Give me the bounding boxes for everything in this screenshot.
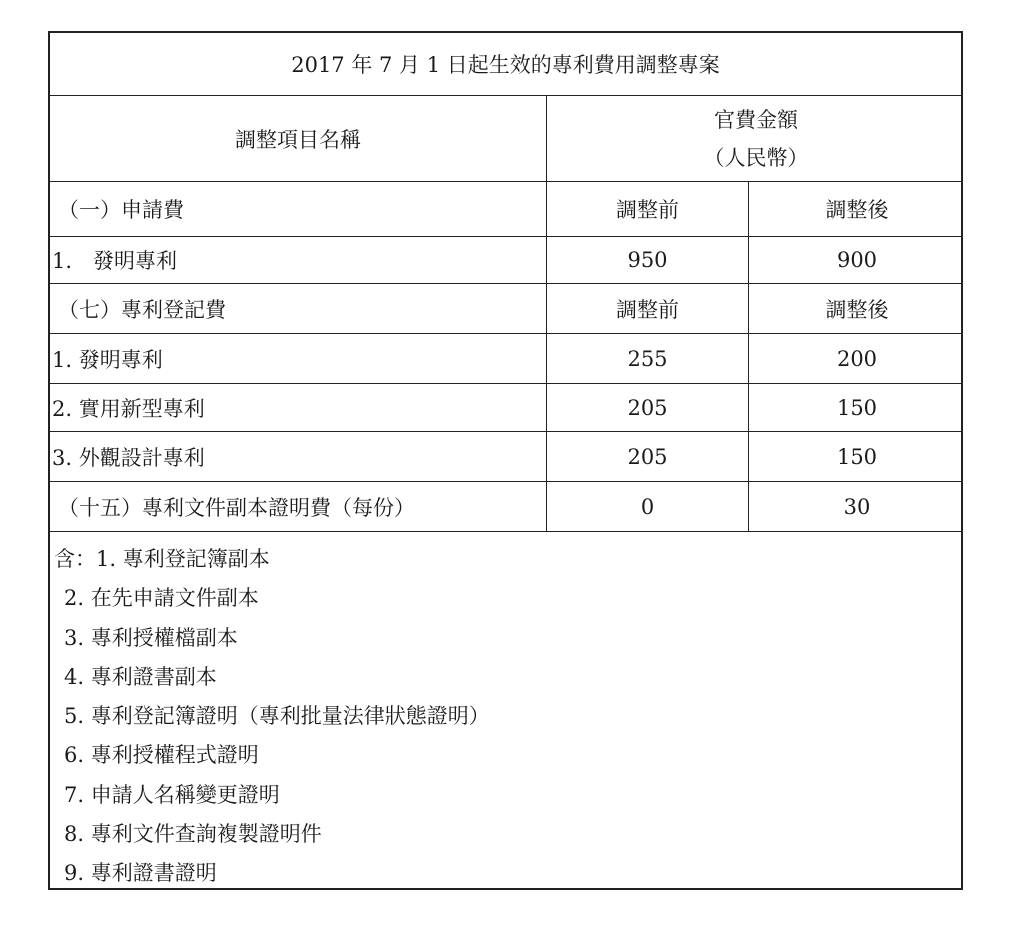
after-label: 調整後 xyxy=(748,182,965,236)
before-value: 255 xyxy=(546,334,748,383)
note-item: 5. 專利登記簿證明（專利批量法律狀態證明） xyxy=(64,704,490,729)
before-label: 調整前 xyxy=(546,182,748,236)
fee-amount-header xyxy=(546,96,965,181)
note-item: 9. 專利證書證明 xyxy=(64,861,217,886)
copy-fee-row xyxy=(50,482,961,532)
after-value: 900 xyxy=(748,237,965,283)
after-value: 150 xyxy=(748,432,965,481)
fee-amount-header-line2: （人民幣） xyxy=(703,145,809,170)
table-row xyxy=(50,334,961,384)
note-item: 2. 在先申請文件副本 xyxy=(64,586,259,611)
fee-amount-header-line1: 官費金額 xyxy=(714,107,798,132)
row-label: （十五）專利文件副本證明費（每份） xyxy=(58,495,415,520)
note-item: 8. 專利文件查詢複製證明件 xyxy=(64,822,322,847)
section-label: （一）申請費 xyxy=(58,198,184,222)
section-label: （七）專利登記費 xyxy=(58,297,226,322)
before-value: 0 xyxy=(546,482,748,531)
notes-list xyxy=(50,532,961,894)
after-value: 150 xyxy=(748,384,965,431)
table-row xyxy=(50,237,961,284)
table-title: 2017 年 7 月 1 日起生效的專利費用調整專案 xyxy=(291,53,720,77)
note-item: 7. 申請人名稱變更證明 xyxy=(64,782,280,807)
fee-adjustment-table xyxy=(48,31,963,890)
item-name-header: 調整項目名稱 xyxy=(235,127,361,152)
section-application-fee-row xyxy=(50,182,961,237)
after-label: 調整後 xyxy=(748,284,965,333)
table-header-row xyxy=(50,96,961,182)
row-label: 1. 發明專利 xyxy=(52,347,163,372)
table-title-row xyxy=(50,33,961,96)
note-item: 3. 專利授權檔副本 xyxy=(64,625,238,650)
row-label: 1. 發明專利 xyxy=(52,249,178,273)
before-value: 205 xyxy=(546,384,748,431)
row-label: 2. 實用新型專利 xyxy=(52,396,205,421)
table-row xyxy=(50,432,961,482)
note-item: 6. 專利授權程式證明 xyxy=(64,743,259,768)
before-value: 205 xyxy=(546,432,748,481)
section-registration-fee-row xyxy=(50,284,961,334)
before-value: 950 xyxy=(546,237,748,283)
note-item: 含：1. 專利登記簿副本 xyxy=(54,547,270,571)
row-label: 3. 外觀設計專利 xyxy=(52,445,205,470)
note-item: 4. 專利證書副本 xyxy=(64,664,217,689)
table-row xyxy=(50,384,961,432)
before-label: 調整前 xyxy=(546,284,748,333)
after-value: 200 xyxy=(748,334,965,383)
after-value: 30 xyxy=(748,482,965,531)
